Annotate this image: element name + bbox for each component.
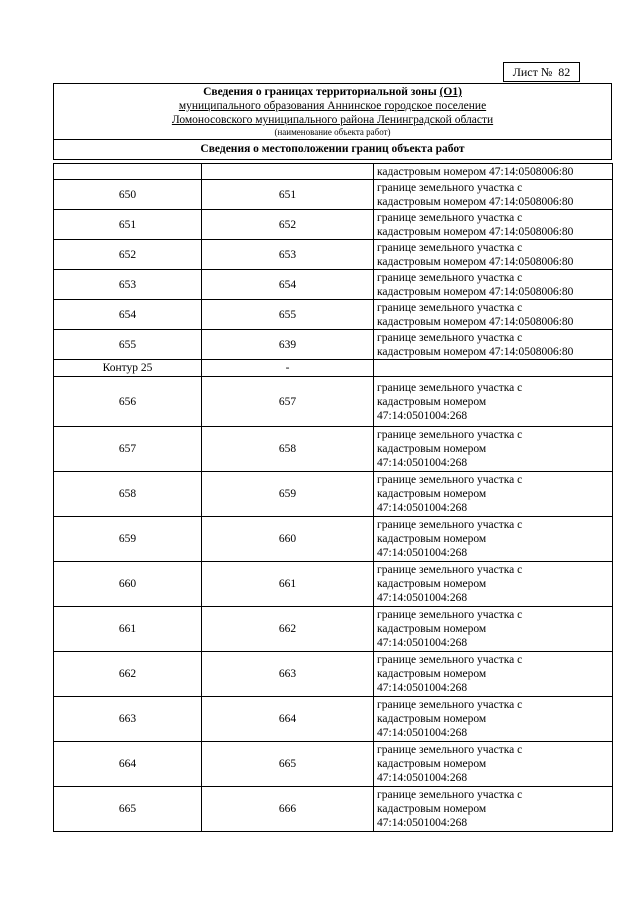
table-row: [54, 210, 613, 240]
point-to: 654: [202, 270, 374, 300]
point-from: Контур 25: [54, 360, 202, 377]
point-from: 657: [54, 427, 202, 472]
table-row: [54, 652, 613, 697]
point-from: 650: [54, 180, 202, 210]
point-from: 656: [54, 377, 202, 427]
table-row: [54, 360, 613, 377]
description-line: кадастровым номером: [377, 533, 487, 545]
object-name-note: (наименование объекта работ): [274, 127, 391, 137]
description-line: границе земельного участка с: [377, 654, 523, 666]
point-to: 639: [202, 330, 374, 360]
description-line: кадастровым номером 47:14:0508006:80: [377, 345, 574, 358]
point-from: 655: [54, 330, 202, 360]
point-to: 657: [202, 377, 374, 427]
table-row: [54, 180, 613, 210]
description-line: 47:14:0501004:268: [377, 502, 468, 514]
description-line: границе земельного участка с: [377, 519, 523, 531]
zone-code: (О1): [439, 86, 462, 98]
district-line: Ломоносовского муниципального района Ленинградской области: [171, 114, 494, 126]
description-line: границе земельного участка с: [377, 241, 523, 254]
description-line: кадастровым номером 47:14:0508006:80: [377, 285, 574, 298]
point-to: 652: [202, 210, 374, 240]
point-to: 666: [202, 787, 374, 832]
description-line: кадастровым номером 47:14:0508006:80: [377, 315, 574, 328]
point-to: 662: [202, 607, 374, 652]
description-line: 47:14:0501004:268: [377, 457, 468, 469]
sheet-number-box: [503, 62, 580, 82]
point-from: 654: [54, 300, 202, 330]
boundary-description: [374, 652, 613, 697]
boundary-description: [374, 330, 613, 360]
boundary-description: [374, 427, 613, 472]
point-from: 665: [54, 787, 202, 832]
document-header: [53, 83, 612, 160]
table-row: [54, 300, 613, 330]
description-line: кадастровым номером: [377, 395, 487, 408]
description-line: границе земельного участка с: [377, 699, 523, 711]
description-line: кадастровым номером 47:14:0508006:80: [377, 255, 574, 268]
sheet-label: Лист №: [512, 65, 553, 79]
point-from: 663: [54, 697, 202, 742]
zone-title: [54, 85, 611, 99]
point-to: 664: [202, 697, 374, 742]
point-from: 652: [54, 240, 202, 270]
boundary-description: [374, 607, 613, 652]
zone-title-text: Сведения о границах территориальной зоны: [203, 86, 440, 98]
description-line: 47:14:0501004:268: [377, 547, 468, 559]
description-line: 47:14:0501004:268: [377, 772, 468, 784]
description-line: границе земельного участка с: [377, 331, 523, 344]
description-line: границе земельного участка с: [377, 381, 523, 394]
description-line: кадастровым номером: [377, 623, 487, 635]
description-line: границе земельного участка с: [377, 271, 523, 284]
point-to: -: [202, 360, 374, 377]
description-line: кадастровым номером 47:14:0508006:80: [377, 225, 574, 238]
table-row: [54, 742, 613, 787]
sheet-number: 82: [558, 65, 571, 79]
table-row: [54, 787, 613, 832]
description-line: 47:14:0501004:268: [377, 682, 468, 694]
description-line: границе земельного участка с: [377, 609, 523, 621]
boundary-table: [53, 163, 613, 832]
table-row: [54, 517, 613, 562]
point-to: 665: [202, 742, 374, 787]
description-line: кадастровым номером 47:14:0508006:80: [377, 165, 574, 178]
point-from: 658: [54, 472, 202, 517]
description-line: кадастровым номером: [377, 758, 487, 770]
table-row: [54, 697, 613, 742]
point-from: 660: [54, 562, 202, 607]
description-line: 47:14:0501004:268: [377, 592, 468, 604]
boundary-description: [374, 472, 613, 517]
boundary-description: [374, 270, 613, 300]
point-to: [202, 164, 374, 180]
point-to: 663: [202, 652, 374, 697]
point-to: 660: [202, 517, 374, 562]
boundary-description: [374, 360, 613, 377]
description-line: кадастровым номером: [377, 578, 487, 590]
table-row: [54, 377, 613, 427]
boundary-description: [374, 697, 613, 742]
table-row: [54, 330, 613, 360]
description-line: 47:14:0501004:268: [377, 727, 468, 739]
table-row: [54, 240, 613, 270]
point-from: [54, 164, 202, 180]
table-row: [54, 164, 613, 180]
description-line: границе земельного участка с: [377, 744, 523, 756]
section-subheader: Сведения о местоположении границ объекта работ: [200, 143, 465, 155]
description-line: границе земельного участка с: [377, 564, 523, 576]
point-from: 659: [54, 517, 202, 562]
point-from: 651: [54, 210, 202, 240]
description-line: границе земельного участка с: [377, 474, 523, 486]
boundary-description: [374, 742, 613, 787]
boundary-description: [374, 240, 613, 270]
table-row: [54, 427, 613, 472]
point-from: 653: [54, 270, 202, 300]
point-to: 651: [202, 180, 374, 210]
zone-title-block: [54, 84, 611, 140]
point-to: 661: [202, 562, 374, 607]
table-row: [54, 472, 613, 517]
table-row: [54, 562, 613, 607]
description-line: кадастровым номером 47:14:0508006:80: [377, 195, 574, 208]
description-line: 47:14:0501004:268: [377, 637, 468, 649]
municipality-line: муниципального образования Аннинское городское поселение: [178, 100, 487, 112]
boundary-description: [374, 180, 613, 210]
boundary-description: [374, 300, 613, 330]
description-line: кадастровым номером: [377, 443, 487, 455]
boundary-description: [374, 164, 613, 180]
description-line: границе земельного участка с: [377, 789, 523, 801]
boundary-description: [374, 377, 613, 427]
point-from: 662: [54, 652, 202, 697]
boundary-description: [374, 562, 613, 607]
description-line: границе земельного участка с: [377, 301, 523, 314]
description-line: кадастровым номером: [377, 713, 487, 725]
description-line: кадастровым номером: [377, 488, 487, 500]
description-line: 47:14:0501004:268: [377, 409, 468, 422]
description-line: границе земельного участка с: [377, 181, 523, 194]
description-line: кадастровым номером: [377, 803, 487, 815]
table-row: [54, 270, 613, 300]
description-line: границе земельного участка с: [377, 211, 523, 224]
boundary-description: [374, 210, 613, 240]
description-line: кадастровым номером: [377, 668, 487, 680]
point-from: 664: [54, 742, 202, 787]
description-line: границе земельного участка с: [377, 429, 523, 441]
table-row: [54, 607, 613, 652]
point-from: 661: [54, 607, 202, 652]
point-to: 655: [202, 300, 374, 330]
point-to: 653: [202, 240, 374, 270]
point-to: 659: [202, 472, 374, 517]
point-to: 658: [202, 427, 374, 472]
boundary-description: [374, 517, 613, 562]
description-line: 47:14:0501004:268: [377, 817, 468, 829]
boundary-description: [374, 787, 613, 832]
